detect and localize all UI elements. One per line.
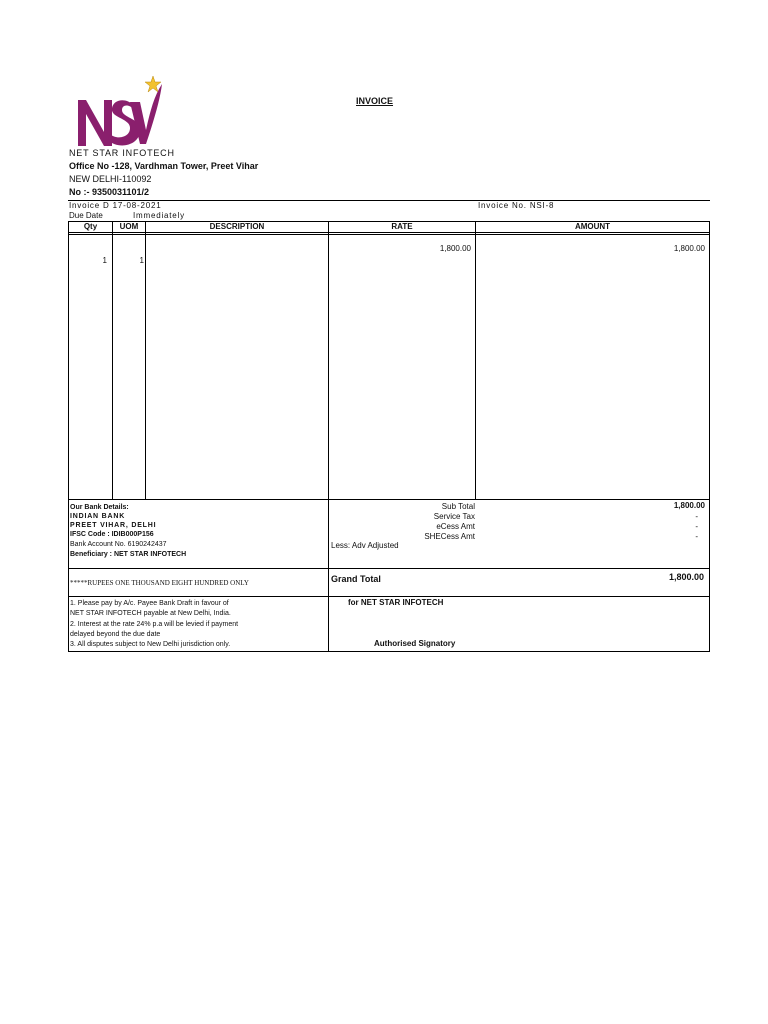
nsv-star-logo — [76, 72, 166, 152]
terms-line-4: delayed beyond the due date — [70, 631, 161, 638]
grand-total-value: 1,800.00 — [668, 572, 704, 582]
shecess-value: - — [695, 532, 698, 541]
amount-in-words: *****RUPEES ONE THOUSAND EIGHT HUNDRED ONLY — [70, 579, 249, 587]
row-amount: 1,800.00 — [673, 244, 705, 253]
terms-line-3: 2. Interest at the rate 24% p.a will be levied if payment — [70, 621, 239, 628]
invoice-title: INVOICE — [356, 96, 394, 106]
words-bottom-rule — [68, 596, 710, 597]
header-qty: Qty — [83, 222, 98, 231]
company-phone: No :- 9350031101/2 — [69, 187, 150, 197]
header-description: DESCRIPTION — [209, 222, 265, 231]
col-divider-desc — [328, 221, 329, 652]
terms-line-5: 3. All disputes subject to New Delhi jurisdiction only. — [70, 641, 231, 648]
items-bottom-rule — [68, 499, 710, 500]
sub-total-value: 1,800.00 — [673, 501, 705, 510]
meta-top-rule — [68, 200, 710, 201]
left-border — [68, 221, 69, 652]
sub-total-label: Sub Total — [441, 502, 475, 511]
table-bottom-rule — [68, 651, 710, 652]
bank-name: INDIAN BANK — [70, 513, 126, 520]
ecess-value: - — [695, 522, 698, 531]
bank-heading: Our Bank Details: — [70, 504, 129, 511]
header-double-rule — [68, 234, 710, 235]
service-tax-value: - — [695, 512, 698, 521]
for-company-label: for NET STAR INFOTECH — [348, 598, 444, 607]
bank-ifsc: IFSC Code : IDIB000P156 — [70, 531, 154, 538]
authorised-signatory: Authorised Signatory — [374, 639, 456, 648]
shecess-label: SHECess Amt — [424, 532, 475, 541]
bank-beneficiary: Beneficiary : NET STAR INFOTECH — [70, 551, 187, 558]
less-adv-adjusted: Less: Adv Adjusted — [331, 541, 399, 550]
company-name: NET STAR INFOTECH — [69, 148, 175, 158]
row-rate: 1,800.00 — [439, 244, 471, 253]
bank-bottom-rule — [68, 568, 710, 569]
header-rate: RATE — [391, 222, 413, 231]
header-uom: UOM — [119, 222, 139, 231]
terms-line-1: 1. Please pay by A/c. Payee Bank Draft in favour of — [70, 600, 229, 607]
invoice-number: Invoice No. NSI-8 — [478, 201, 555, 210]
header-amount: AMOUNT — [574, 222, 611, 231]
row-uom: 1 — [139, 256, 144, 265]
ecess-label: eCess Amt — [436, 522, 475, 531]
terms-line-2: NET STAR INFOTECH payable at New Delhi, India. — [70, 610, 231, 617]
bank-account: Bank Account No. 6190242437 — [70, 541, 167, 548]
header-bottom-rule — [68, 232, 710, 233]
company-address: Office No -128, Vardhman Tower, Preet Vihar — [69, 161, 259, 171]
row-qty: 1 — [102, 256, 107, 265]
right-border — [709, 221, 710, 652]
grand-total-label: Grand Total — [331, 574, 381, 584]
company-city: NEW DELHI-110092 — [69, 174, 152, 184]
bank-branch: PREET VIHAR, DELHI — [70, 522, 157, 529]
service-tax-label: Service Tax — [433, 512, 475, 521]
col-divider-rate — [475, 221, 476, 500]
due-date-value: Immediately — [133, 211, 185, 220]
col-divider-uom — [145, 221, 146, 500]
due-date-label: Due Date — [69, 211, 103, 220]
invoice-date: Invoice D 17-08-2021 — [69, 201, 162, 210]
